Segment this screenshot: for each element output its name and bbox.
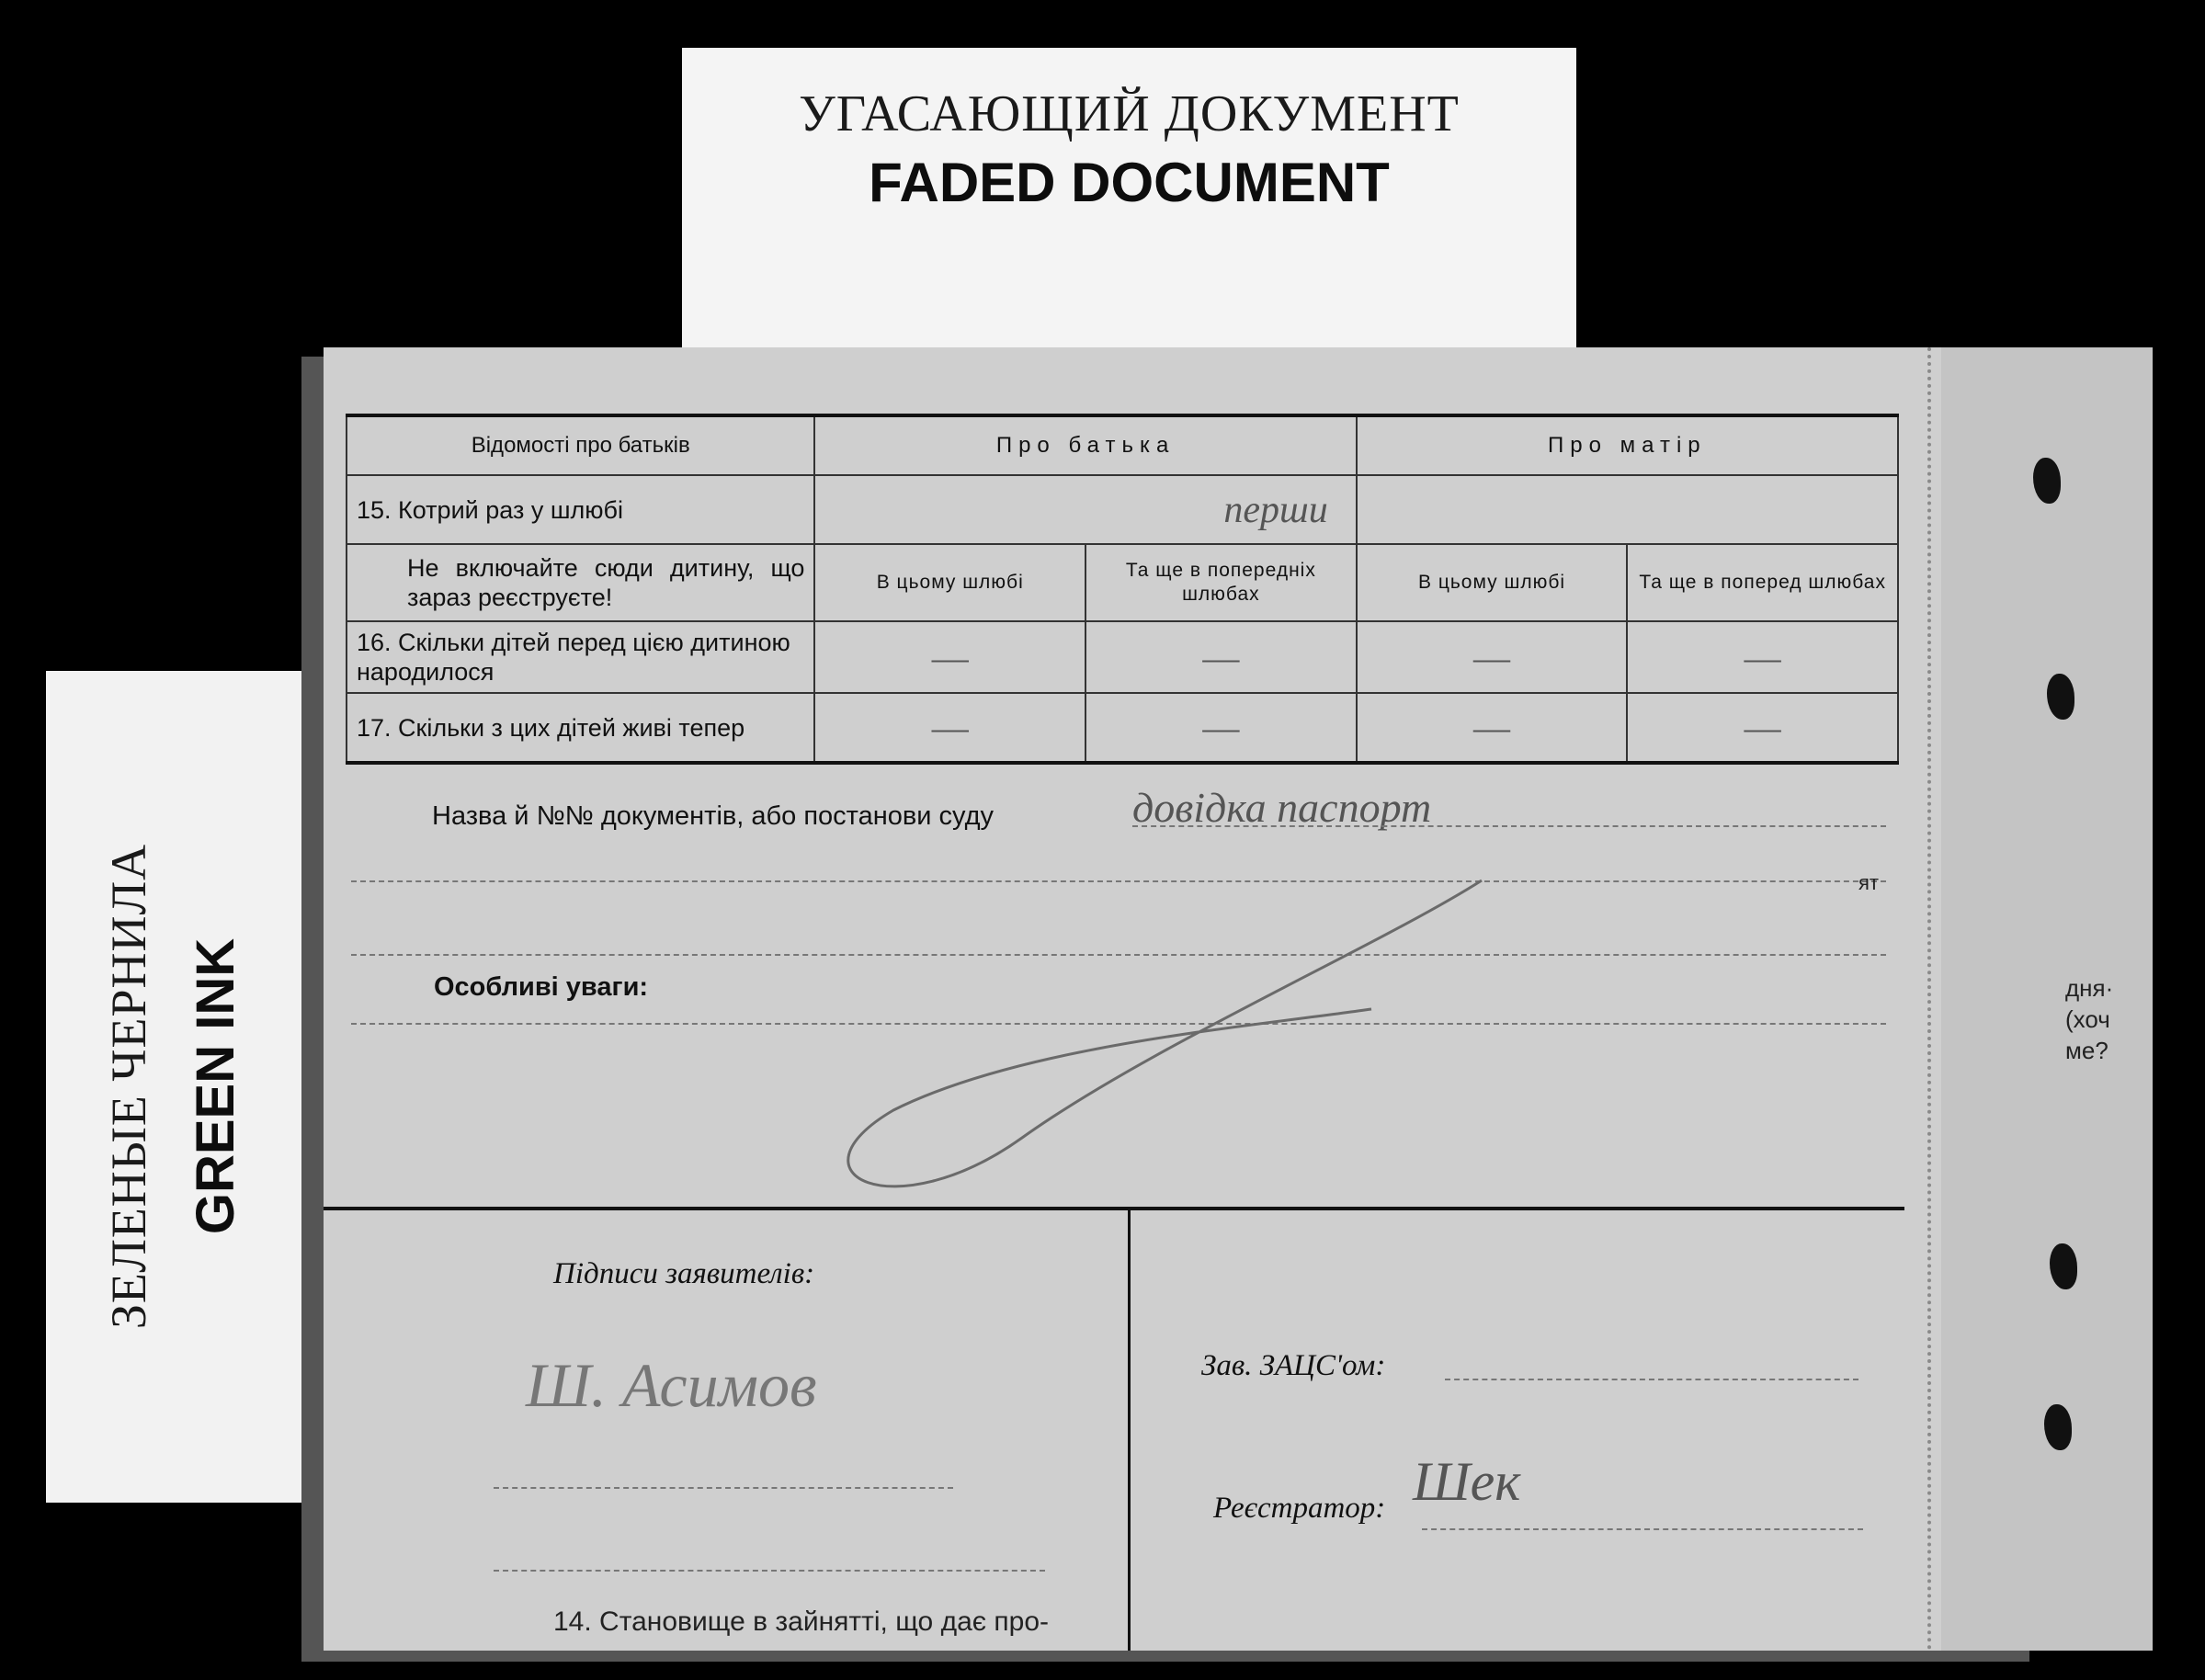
side-label-ru: ЗЕЛЕНЫЕ ЧЕРНИЛА	[101, 843, 156, 1330]
header-parents-info: Відомості про батьків	[347, 415, 814, 475]
applicant-signature: Ш. Асимов	[526, 1350, 817, 1420]
answer-16-mother-prev: —	[1627, 621, 1898, 693]
faded-document-label	[682, 48, 1576, 360]
registrar-line	[1422, 1528, 1863, 1530]
answer-16-father-this: —	[814, 621, 1085, 693]
signature-line	[494, 1487, 953, 1489]
registrar-signature: Шек	[1413, 1451, 1521, 1512]
question-16: 16. Скільки дітей перед цією дитиною народилося	[347, 621, 814, 693]
answer-17-father-prev: —	[1085, 693, 1357, 763]
question-17: 17. Скільки з цих дітей живі тепер	[347, 693, 814, 763]
answer-15-father: перши	[814, 475, 1356, 544]
torn-right-flap	[1941, 347, 2153, 1651]
document-page	[324, 347, 2153, 1651]
right-flap-text: дня· (хоч ме?	[2065, 974, 2114, 1064]
label-en: FADED DOCUMENT	[869, 152, 1390, 213]
answer-17-father-this: —	[814, 693, 1085, 763]
head-zags-label: Зав. ЗАЦС'ом:	[1201, 1349, 1386, 1382]
bottom-cut-text: 14. Становище в зайнятті, що дає про-	[553, 1606, 1050, 1637]
right-cut-text: ят	[1858, 871, 1879, 894]
signatures-vertical-divider	[1128, 1207, 1131, 1651]
note-exclude-child: Не включайте сюди дитину, що зараз реєструєте!	[347, 544, 814, 621]
question-15: 15. Котрий раз у шлюбі	[347, 475, 814, 544]
father-previous-marriages: Та ще в попередніх шлюбах	[1085, 544, 1357, 621]
special-notes-label: Особливі уваги:	[434, 972, 649, 1002]
registrar-label: Реєстратор:	[1213, 1492, 1386, 1525]
side-label-en: GREEN INK	[186, 937, 245, 1235]
answer-16-father-prev: —	[1085, 621, 1357, 693]
father-this-marriage: В цьому шлюбі	[814, 544, 1085, 621]
mother-previous-marriages: Та ще в поперед шлюбах	[1627, 544, 1898, 621]
documents-handwriting: довідка паспорт	[1132, 784, 1432, 831]
signatures-divider	[324, 1207, 1904, 1210]
head-line	[1445, 1379, 1858, 1380]
answer-16-mother-this: —	[1357, 621, 1628, 693]
header-mother: Про матір	[1357, 415, 1898, 475]
signature-line	[494, 1570, 1045, 1572]
header-father: Про батька	[814, 415, 1356, 475]
applicants-signatures-label: Підписи заявителів:	[553, 1257, 815, 1290]
answer-17-mother-this: —	[1357, 693, 1628, 763]
pen-strike-stroke	[324, 347, 1941, 1651]
mother-this-marriage: В цьому шлюбі	[1357, 544, 1628, 621]
documents-label: Назва й №№ документів, або постанови суду	[432, 801, 995, 831]
label-ru: УГАСАЮЩИЙ ДОКУМЕНТ	[799, 85, 1460, 142]
answer-17-mother-prev: —	[1627, 693, 1898, 763]
green-ink-label	[46, 671, 322, 1503]
